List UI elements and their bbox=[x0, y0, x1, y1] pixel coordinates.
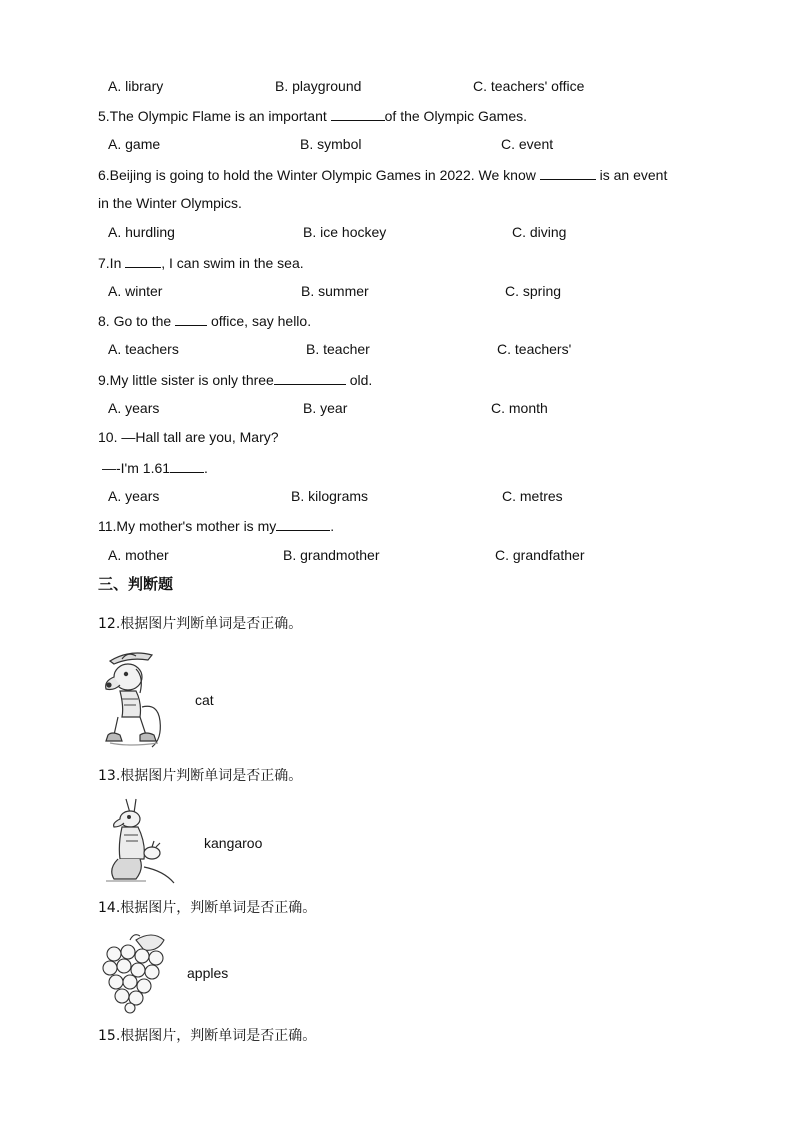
q5-text-before: 5.The Olympic Flame is an important bbox=[98, 108, 331, 124]
q8-option-a: A. teachers bbox=[108, 341, 179, 357]
q10-option-a: A. years bbox=[108, 488, 160, 504]
q6-question-line1 bbox=[98, 165, 667, 184]
q5-blank bbox=[331, 106, 385, 121]
q4-option-c: C. teachers' office bbox=[473, 78, 585, 94]
q12-word: cat bbox=[195, 692, 214, 708]
q6-blank bbox=[540, 165, 596, 180]
q12-prompt: 12.根据图片判断单词是否正确。 bbox=[98, 616, 303, 632]
q11-text-before: 11.My mother's mother is my bbox=[98, 518, 277, 534]
q9-text-after: old. bbox=[345, 372, 373, 388]
q10-blank bbox=[170, 458, 204, 473]
q7-option-b: B. summer bbox=[301, 283, 369, 299]
q9-question bbox=[98, 370, 372, 389]
q10-question-line2 bbox=[102, 458, 208, 477]
q7-blank bbox=[125, 253, 161, 268]
q5-option-a: A. game bbox=[108, 136, 161, 152]
q4-option-b: B. playground bbox=[275, 78, 362, 94]
q9-option-c: C. month bbox=[491, 400, 548, 416]
q13-prompt: 13.根据图片判断单词是否正确。 bbox=[98, 768, 303, 784]
q8-text-after: office, say hello. bbox=[207, 313, 312, 329]
q6-option-b: B. ice hockey bbox=[303, 224, 387, 240]
q10-question-line1: 10. —Hall tall are you, Mary? bbox=[98, 429, 279, 445]
q6-question-line2: in the Winter Olympics. bbox=[98, 195, 242, 211]
q14-word: apples bbox=[187, 965, 229, 981]
q7-option-c: C. spring bbox=[505, 283, 562, 299]
q11-blank bbox=[276, 516, 330, 531]
q9-option-b: B. year bbox=[303, 400, 348, 416]
dog-cowboy-illustration bbox=[100, 647, 166, 755]
q8-option-c: C. teachers' bbox=[497, 341, 572, 357]
q9-option-a: A. years bbox=[108, 400, 160, 416]
q11-option-c: C. grandfather bbox=[495, 547, 585, 563]
q8-blank bbox=[175, 311, 207, 326]
q10-text-after: . bbox=[204, 460, 208, 476]
q11-option-b: B. grandmother bbox=[283, 547, 380, 563]
q5-option-c: C. event bbox=[501, 136, 554, 152]
q8-text-before: 8. Go to the bbox=[98, 313, 176, 329]
q5-question bbox=[98, 106, 527, 125]
q5-text-after: of the Olympic Games. bbox=[384, 108, 528, 124]
q6-option-c: C. diving bbox=[512, 224, 567, 240]
q6-text-after: is an event bbox=[595, 167, 668, 183]
q6-text-before: 6.Beijing is going to hold the Winter Olympic Games in 2022. We know bbox=[98, 167, 540, 183]
q4-option-a: A. library bbox=[108, 78, 164, 94]
q13-word: kangaroo bbox=[204, 835, 263, 851]
q11-option-a: A. mother bbox=[108, 547, 169, 563]
q11-text-after: . bbox=[330, 518, 335, 534]
q5-option-b: B. symbol bbox=[300, 136, 362, 152]
q10-text-before: —-I'm 1.61 bbox=[102, 460, 171, 476]
grapes-illustration bbox=[100, 930, 170, 1014]
q10-option-b: B. kilograms bbox=[291, 488, 369, 504]
q8-option-b: B. teacher bbox=[306, 341, 370, 357]
q15-prompt: 15.根据图片，判断单词是否正确。 bbox=[98, 1028, 317, 1044]
q9-text-before: 9.My little sister is only three bbox=[98, 372, 274, 388]
q11-question bbox=[98, 516, 334, 535]
q10-option-c: C. metres bbox=[502, 488, 563, 504]
q9-blank bbox=[274, 370, 346, 385]
q6-option-a: A. hurdling bbox=[108, 224, 175, 240]
q8-question bbox=[98, 311, 311, 330]
q7-option-a: A. winter bbox=[108, 283, 163, 299]
q7-question bbox=[98, 253, 304, 272]
kangaroo-illustration bbox=[100, 797, 178, 887]
q14-prompt: 14.根据图片，判断单词是否正确。 bbox=[98, 900, 317, 916]
section-title: 三、判断题 bbox=[98, 575, 174, 593]
q7-text-before: 7.In bbox=[98, 255, 126, 271]
q7-text-after: , I can swim in the sea. bbox=[161, 255, 304, 271]
